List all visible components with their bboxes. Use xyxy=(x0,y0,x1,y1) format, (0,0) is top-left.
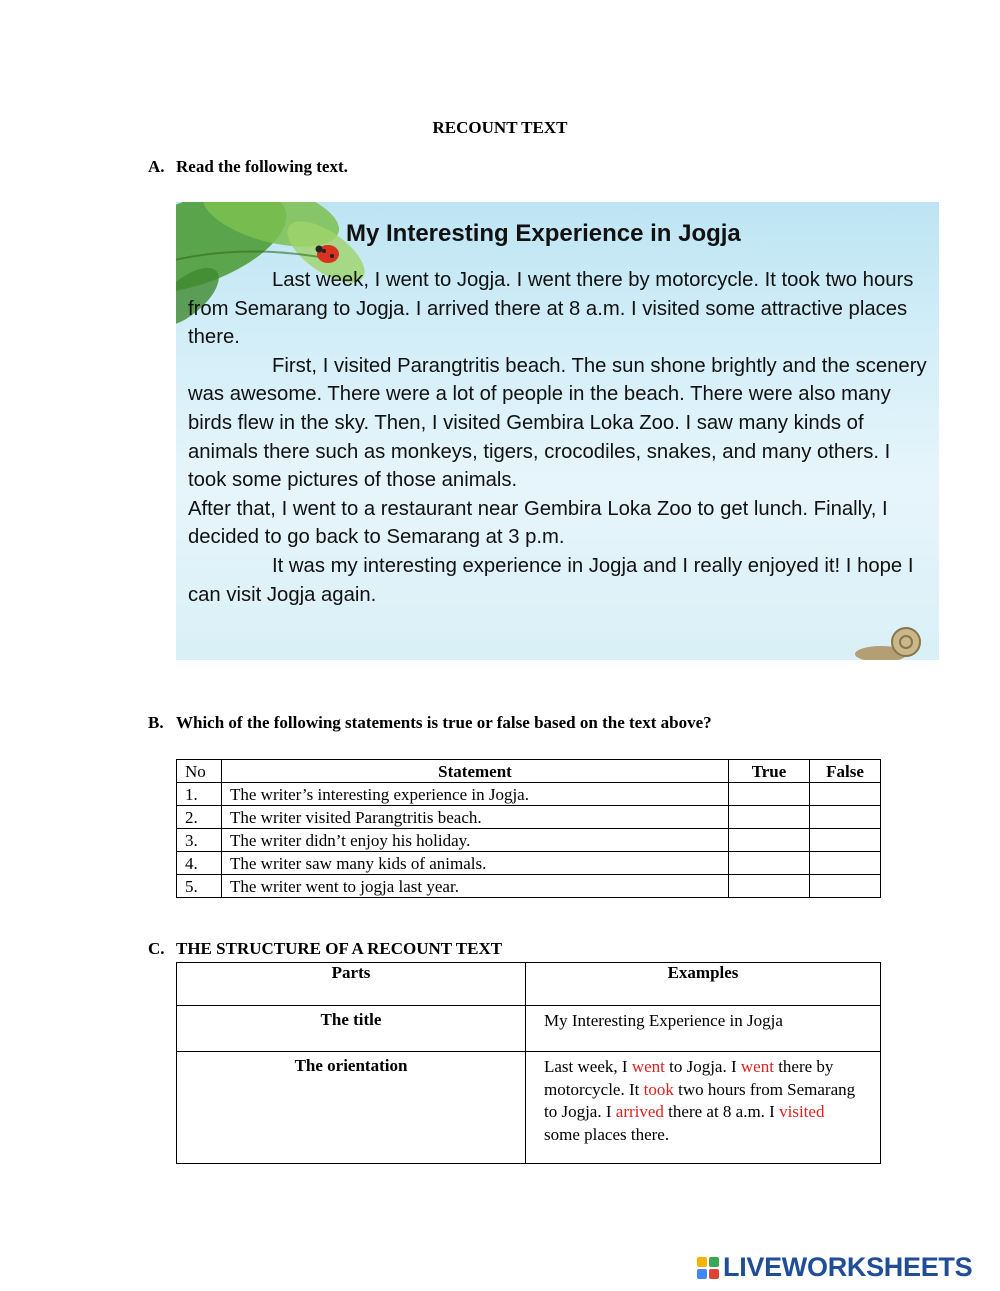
highlighted-verb: went xyxy=(740,1057,774,1076)
brand-name: LIVEWORKSHEETS xyxy=(723,1252,973,1282)
row-statement: The writer’s interesting experience in Jogja. xyxy=(222,783,729,806)
header-parts: Parts xyxy=(177,963,526,1006)
section-c-letter: C. xyxy=(148,939,165,958)
row-number: 1. xyxy=(177,783,222,806)
part-label: The title xyxy=(320,1010,382,1029)
structure-row-title xyxy=(177,1006,881,1052)
true-answer-cell[interactable] xyxy=(729,875,810,898)
highlighted-verb: went xyxy=(631,1057,665,1076)
true-answer-cell[interactable] xyxy=(729,829,810,852)
false-answer-cell[interactable] xyxy=(810,852,881,875)
header-no: No xyxy=(177,760,222,783)
table-row xyxy=(177,806,881,829)
header-false: False xyxy=(810,760,881,783)
document-title: RECOUNT TEXT xyxy=(432,118,568,137)
true-answer-cell[interactable] xyxy=(729,783,810,806)
header-true: True xyxy=(729,760,810,783)
liveworksheets-logo xyxy=(697,1252,972,1283)
example-text: My Interesting Experience in Jogja xyxy=(544,1011,783,1030)
section-a-label: Read the following text. xyxy=(176,157,348,176)
row-statement: The writer didn’t enjoy his holiday. xyxy=(222,829,729,852)
highlighted-verb: arrived xyxy=(615,1102,664,1121)
table-row xyxy=(177,829,881,852)
false-answer-cell[interactable] xyxy=(810,829,881,852)
false-answer-cell[interactable] xyxy=(810,875,881,898)
false-answer-cell[interactable] xyxy=(810,783,881,806)
passage-paragraph-3: After that, I went to a restaurant near Gembira Loka Zoo to get lunch. Finally, I decided to go back to Semarang at 3 p.m. xyxy=(188,497,888,549)
orientation-example-text: Last week, I went to Jogja. I went there by motorcycle. It took two hours from Semarang to Jogja. I arrived there at 8 a.m. I visited some places there. xyxy=(544,1057,856,1144)
row-number: 2. xyxy=(177,806,222,829)
true-answer-cell[interactable] xyxy=(729,852,810,875)
true-answer-cell[interactable] xyxy=(729,806,810,829)
passage-paragraph-2: First, I visited Parangtritis beach. The sun shone brightly and the scenery was awesome. There were a lot of people in the beach. There were also many birds flew in the sky. Then, I visited Gembira Loka Zoo. I saw many kinds of animals there such as monkeys, tigers, crocodiles, snakes, and many others. I took some pictures of those animals. xyxy=(188,354,927,492)
part-label: The orientation xyxy=(294,1056,408,1075)
passage-paragraph-1: Last week, I went to Jogja. I went there by motorcycle. It took two hours from Semarang to Jogja. I arrived there at 8 a.m. I visited some attractive places there. xyxy=(188,269,914,349)
snail-icon xyxy=(855,628,920,660)
passage-title: My Interesting Experience in Jogja xyxy=(346,220,741,247)
row-statement: The writer went to jogja last year. xyxy=(222,875,729,898)
section-a-letter: A. xyxy=(148,157,165,176)
highlighted-verb: visited xyxy=(779,1102,825,1121)
section-b-letter: B. xyxy=(148,713,164,732)
row-number: 5. xyxy=(177,875,222,898)
row-number: 4. xyxy=(177,852,222,875)
table-row xyxy=(177,783,881,806)
table-row xyxy=(177,852,881,875)
header-examples: Examples xyxy=(526,963,881,1006)
section-b-heading xyxy=(148,713,712,733)
row-number: 3. xyxy=(177,829,222,852)
section-c-heading xyxy=(148,939,502,959)
structure-header-row xyxy=(177,963,881,1006)
false-answer-cell[interactable] xyxy=(810,806,881,829)
header-statement: Statement xyxy=(222,760,729,783)
highlighted-verb: took xyxy=(643,1079,674,1099)
structure-row-orientation xyxy=(177,1052,881,1164)
passage-paragraph-4: It was my interesting experience in Jogja and I really enjoyed it! I hope I can visit Jogja again. xyxy=(188,554,914,606)
row-statement: The writer visited Parangtritis beach. xyxy=(222,806,729,829)
table-header-row xyxy=(177,760,881,783)
table-row xyxy=(177,875,881,898)
section-c-label: THE STRUCTURE OF A RECOUNT TEXT xyxy=(176,939,503,958)
section-a-heading xyxy=(148,157,348,177)
structure-table xyxy=(176,962,881,1164)
reading-passage-image xyxy=(176,202,939,660)
row-statement: The writer saw many kids of animals. xyxy=(222,852,729,875)
true-false-table xyxy=(176,759,881,898)
liveworksheets-logo-icon xyxy=(697,1257,719,1279)
section-b-label: Which of the following statements is true or false based on the text above? xyxy=(176,713,712,732)
